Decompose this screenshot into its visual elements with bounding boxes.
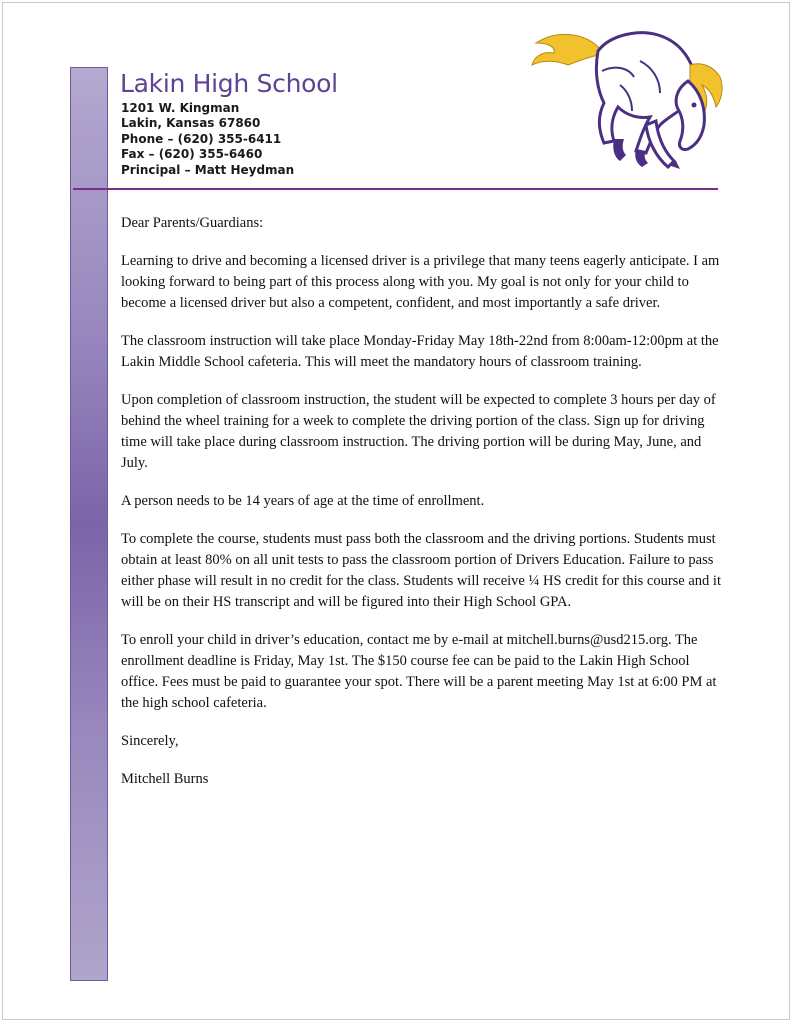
signature: Mitchell Burns [121,771,209,787]
fax-line: Fax – (620) 355-6460 [121,147,263,162]
paragraph-driving: Upon completion of classroom instruction, the student will be expected to complete 3 hours per day of behind the wheel training for a week to complete the driving portion of the class. Sign up for driving time will take place during classroom instruction. The driving portion will be during May, June, and July. [121,392,716,471]
letter-body [121,213,729,807]
paragraph-age: A person needs to be 14 years of age at the time of enrollment. [121,493,485,509]
header-divider [73,188,718,190]
school-name: Lakin High School [120,69,338,98]
salutation: Dear Parents/Guardians: [121,215,264,231]
letterhead-contact [121,101,294,178]
city-line: Lakin, Kansas 67860 [121,116,261,131]
paragraph-intro: Learning to drive and becoming a licensed driver is a privilege that many teens eagerly anticipate. I am looking forward to being part of this process along with you. My goal is not only for your child to become a licensed driver but also a competent, confident, and most importantly a safe driver. [121,253,720,311]
paragraph-requirements: To complete the course, students must pass both the classroom and the driving portions. Students must obtain at least 80% on all unit tests to pass the classroom portion of Drivers Education. Failure to pass either phase will result in no credit for the class. Students will receive ¼ HS credit for this course and it will be on their HS transcript and will be figured into their High School GPA. [121,531,721,610]
principal-line: Principal – Matt Heydman [121,162,295,177]
bronco-mascot-icon [528,21,733,176]
paragraph-classroom: The classroom instruction will take place Monday-Friday May 18th-22nd from 8:00am-12:00pm at the Lakin Middle School cafeteria. This will meet the mandatory hours of classroom training. [121,333,719,370]
paragraph-enrollment: To enroll your child in driver’s education, contact me by e-mail at mitchell.burns@usd215.org. The enrollment deadline is Friday, May 1st. The $150 course fee can be paid to the Lakin High School office. Fees must be paid to guarantee your spot. There will be a parent meeting May 1st at 6:00 PM at the high school cafeteria. [121,632,717,711]
letter-page [2,2,790,1020]
phone-line: Phone – (620) 355-6411 [121,131,282,146]
decorative-side-bar [70,67,108,981]
address-line: 1201 W. Kingman [121,101,240,115]
closing: Sincerely, [121,733,179,749]
